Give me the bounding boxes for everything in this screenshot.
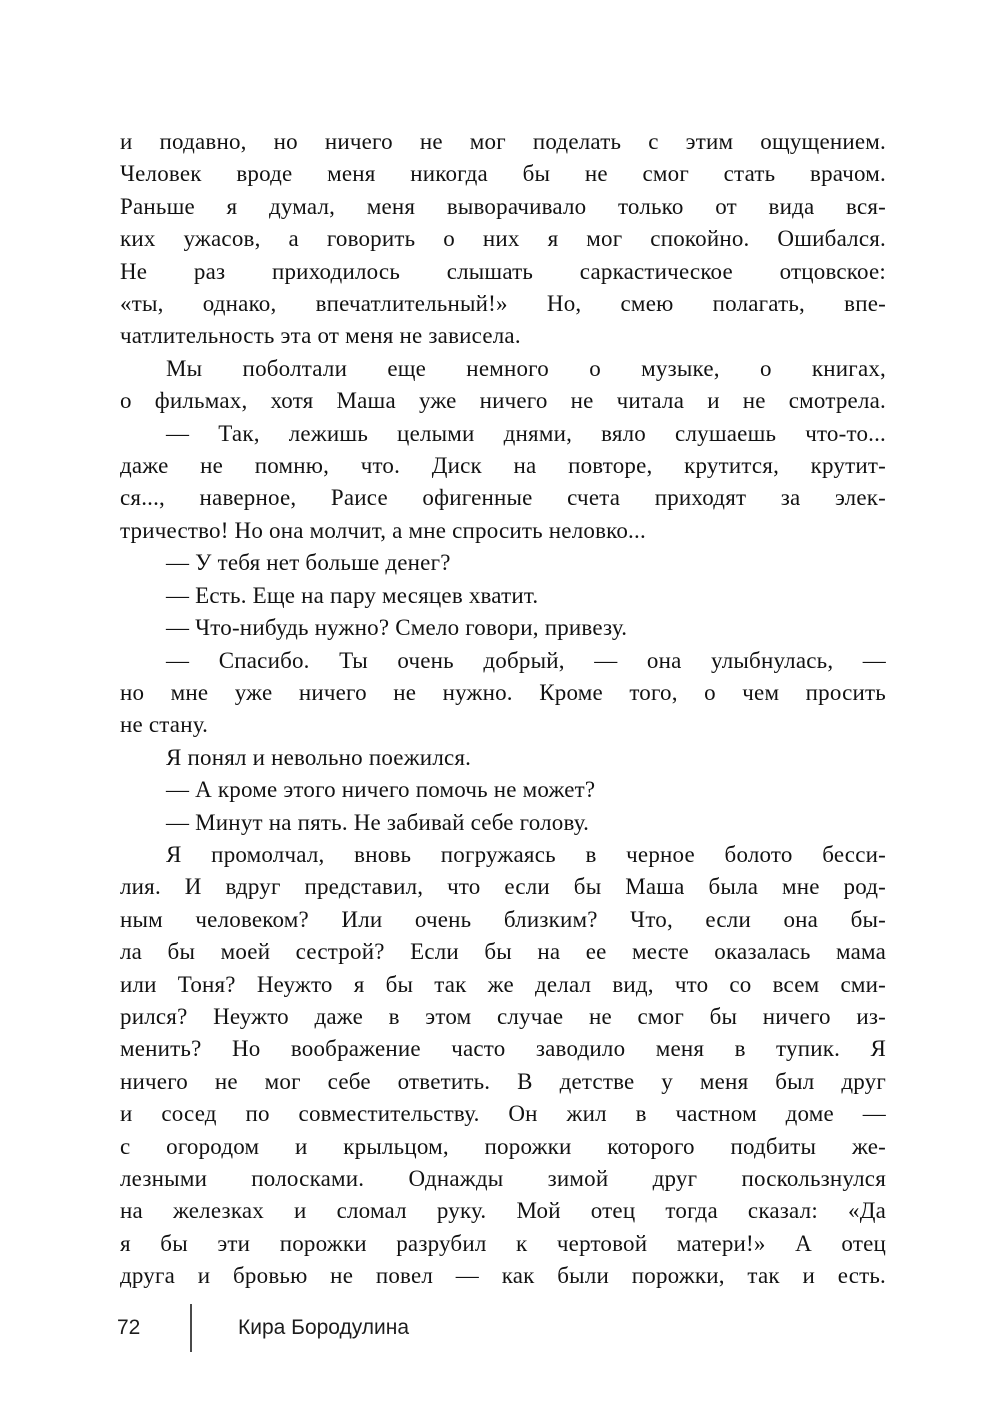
text-line: «ты, однако, впечатлительный!» Но, смею полагать, впе-	[120, 291, 886, 317]
text-line: Я понял и невольно поежился.	[166, 744, 472, 770]
text-line: менить? Но воображение часто заводило меня в тупик. Я	[120, 1036, 886, 1062]
text-line: Раньше я думал, меня выворачивало только от вида вся-	[120, 193, 886, 219]
paragraph-dialogue	[120, 774, 886, 806]
text-line: друга и бровью не повел — как были порожки, так и есть.	[120, 1263, 886, 1289]
text-line: даже не помню, что. Диск на повторе, крутится, крутит-	[120, 453, 886, 479]
text-line: и подавно, но ничего не мог поделать с этим ощущением.	[120, 129, 886, 154]
text-line: или Тоня? Неужто я бы так же делал вид, что со всем сми-	[120, 971, 886, 997]
paragraph-dialogue	[120, 645, 886, 742]
text-line: но мне уже ничего не нужно. Кроме того, о чем просить	[120, 679, 886, 705]
text-line: тричество! Но она молчит, а мне спросить неловко...	[120, 517, 646, 543]
text-line: с огородом и крыльцом, порожки которого подбиты же-	[120, 1133, 886, 1159]
text-line: — Минут на пять. Не забивай себе голову.	[166, 809, 590, 835]
text-line: я бы эти порожки разрубил к чертовой матери!» А отец	[120, 1230, 886, 1256]
text-line: Не раз приходилось слышать саркастическое отцовское:	[120, 258, 886, 284]
text-line: ным человеком? Или очень близким? Что, если она бы-	[120, 906, 886, 932]
text-line: Мы поболтали еще немного о музыке, о книгах,	[166, 355, 886, 381]
text-line: на железках и сломал руку. Мой отец тогда сказал: «Да	[120, 1198, 886, 1224]
paragraph-dialogue	[120, 580, 886, 612]
text-line: не стану.	[120, 712, 209, 738]
paragraph	[120, 742, 886, 774]
page-number: 72	[117, 1316, 141, 1339]
paragraph-dialogue	[120, 807, 886, 839]
page-text-block	[120, 126, 886, 1293]
paragraph	[120, 353, 886, 418]
paragraph	[120, 126, 886, 353]
text-line: ла бы моей сестрой? Если бы на ее месте оказалась мама	[120, 939, 886, 965]
text-line: ничего не мог себе ответить. В детстве у меня был друг	[120, 1068, 886, 1094]
paragraph-dialogue	[120, 547, 886, 579]
text-line: рился? Неужто даже в этом случае не смог бы ничего из-	[120, 1003, 886, 1029]
paragraph-dialogue	[120, 612, 886, 644]
text-line: лезными полосками. Однажды зимой друг поскользнулся	[120, 1166, 886, 1191]
text-line: ся..., наверное, Раисе офигенные счета приходят за элек-	[120, 485, 886, 511]
text-line: ких ужасов, а говорить о них я мог спокойно. Ошибался.	[120, 226, 886, 252]
footer-divider	[190, 1304, 192, 1352]
text-line: Я промолчал, вновь погружаясь в черное болото бесси-	[166, 841, 886, 867]
text-line: — А кроме этого ничего помочь не может?	[166, 777, 596, 803]
text-line: — Так, лежишь целыми днями, вяло слушаешь что-то...	[166, 420, 886, 446]
text-line: лия. И вдруг представил, что если бы Маша была мне род-	[120, 874, 886, 900]
text-line: чатлительность эта от меня не зависела.	[120, 323, 521, 349]
text-line: — Спасибо. Ты очень добрый, — она улыбнулась, —	[166, 647, 886, 673]
page-footer	[117, 1303, 409, 1353]
paragraph-dialogue	[120, 418, 886, 548]
text-line: — Есть. Еще на пару месяцев хватит.	[166, 582, 539, 608]
running-header-author: Кира Бородулина	[238, 1316, 410, 1339]
text-line: — Что-нибудь нужно? Смело говори, привезу.	[166, 615, 628, 641]
paragraph	[120, 839, 886, 1293]
text-line: и сосед по совместительству. Он жил в частном доме —	[120, 1101, 886, 1127]
text-line: о фильмах, хотя Маша уже ничего не читала и не смотрела.	[120, 388, 886, 414]
text-line: — У тебя нет больше денег?	[166, 550, 451, 576]
text-line: Человек вроде меня никогда бы не смог стать врачом.	[120, 161, 886, 187]
